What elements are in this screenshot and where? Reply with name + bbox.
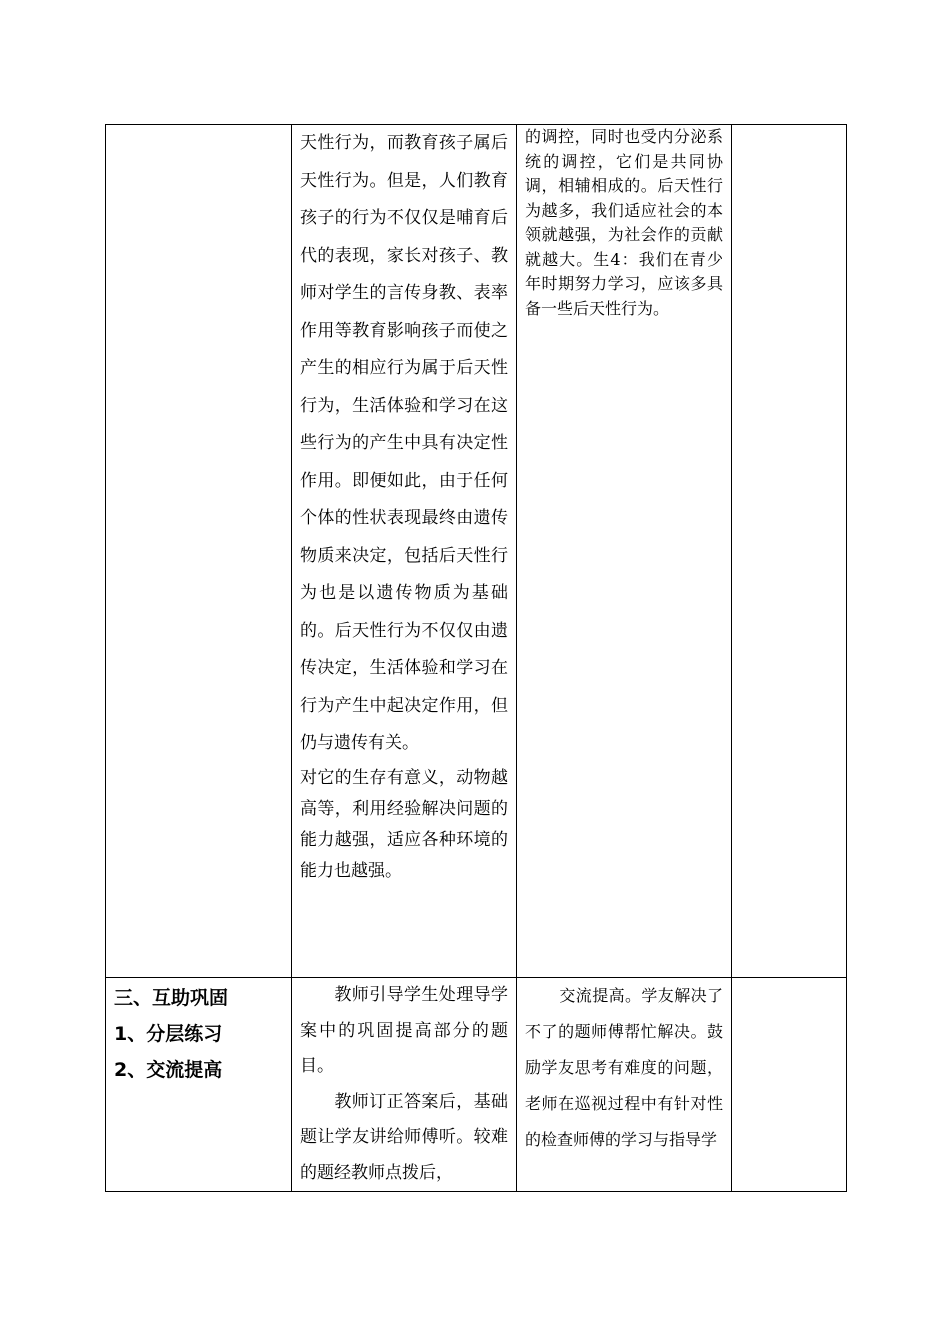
teacher-activity-text: 教师引导学生处理导学案中的巩固提高部分的题目。 <box>300 985 508 1076</box>
table-row <box>106 978 847 1192</box>
teacher-activity-text: 天性行为，而教育孩子属后天性行为。但是，人们教育孩子的行为不仅仅是哺育后代的表现，家长对孩子、教师对学生的言传身教、表率作用等教育影响孩子而使之产生的相应行为属于后天性行为，生活体验和学习在这些行为的产生中具有决定性作用。即便如此，由于任何个体的性状表现最终由遗传物质来决定，包括后天性行为也是以遗传物质为基础的。后天性行为不仅仅由遗传决定，生活体验和学习在行为产生中起决定作用，但仍与遗传有关。 <box>300 133 508 753</box>
stage-cell <box>106 125 292 978</box>
student-activity-cell <box>517 978 732 1192</box>
teacher-activity-text-2: 对它的生存有意义，动物越高等，利用经验解决问题的能力越强，适应各种环境的能力也越强。 <box>300 767 508 881</box>
subsection-heading: 2、交流提高 <box>114 1059 223 1081</box>
student-activity-text: 交流提高。学友解决了不了的题师傅帮忙解决。鼓励学友思考有难度的问题，老师在巡视过程中有针对性的检查师傅的学习与指导学 <box>525 986 723 1149</box>
notes-cell <box>732 978 847 1192</box>
table-row <box>106 125 847 978</box>
teacher-activity-cell <box>292 125 517 978</box>
student-activity-text: 的调控，同时也受内分泌系统的调控，它们是共同协调，相辅相成的。后天性行为越多，我们适应社会的本领就越强，为社会作的贡献就越大。生4：我们在青少年时期努力学习，应该多具备一些后天性行为。 <box>525 127 723 318</box>
teacher-activity-text-2: 教师订正答案后，基础题让学友讲给师傅听。较难的题经教师点拨后， <box>300 1091 508 1183</box>
notes-cell <box>732 125 847 978</box>
lesson-plan-table <box>105 124 847 1192</box>
stage-cell <box>106 978 292 1192</box>
teacher-activity-cell <box>292 978 517 1192</box>
student-activity-cell <box>517 125 732 978</box>
section-heading: 三、互助巩固 <box>114 987 229 1009</box>
subsection-heading: 1、分层练习 <box>114 1023 223 1045</box>
